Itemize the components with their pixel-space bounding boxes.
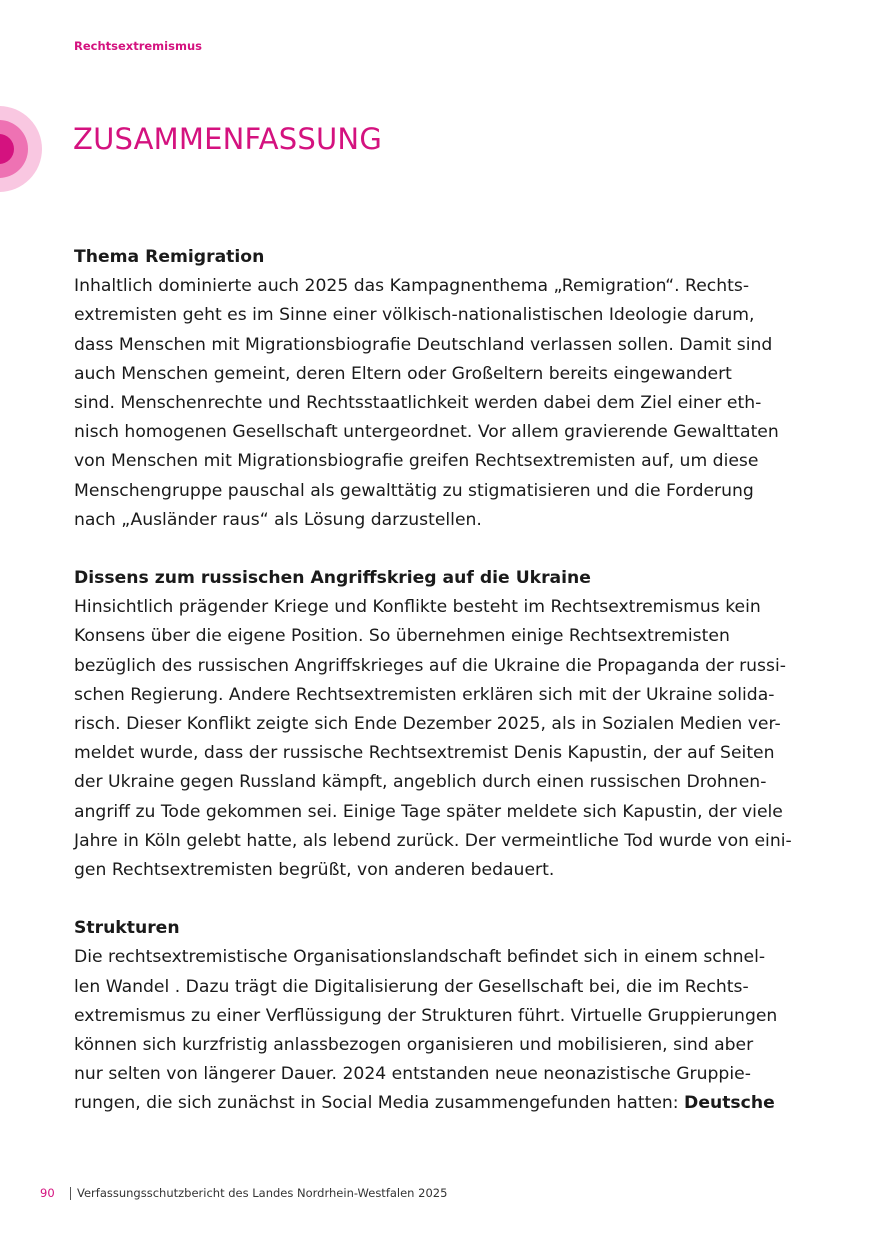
text-line: risch. Dieser Konflikt zeigte sich Ende Dezember 2025, als in Sozialen Medien ver- <box>74 714 781 735</box>
text-line: Die rechtsextremistische Organisationslandschaft befindet sich in einem schnel- <box>74 947 766 968</box>
page-number: 90 <box>40 1186 55 1200</box>
section-remigration <box>74 243 804 535</box>
text-line <box>74 1089 804 1118</box>
section-heading: Dissens zum russischen Angriffskrieg auf die Ukraine <box>74 568 591 589</box>
text-line: Jahre in Köln gelebt hatte, als lebend zurück. Der vermeintliche Tod wurde von eini- <box>74 830 792 851</box>
text-line: schen Regierung. Andere Rechtsextremisten erklären sich mit der Ukraine solida- <box>74 684 775 705</box>
text-line: nur selten von längerer Dauer. 2024 entstanden neue neonazistische Gruppie- <box>74 1064 751 1085</box>
section-heading: Thema Remigration <box>74 247 265 267</box>
text-line: len Wandel . Dazu trägt die Digitalisierung der Gesellschaft bei, die im Rechts- <box>74 976 749 997</box>
text-line: können sich kurzfristig anlassbezogen organisieren und mobilisieren, sind aber <box>74 1035 754 1056</box>
text-line: gen Rechtsextremisten begrüßt, von anderen bedauert. <box>74 860 555 881</box>
page-title: ZUSAMMENFASSUNG <box>73 122 383 156</box>
section-heading: Strukturen <box>74 918 180 939</box>
main-content <box>74 243 804 1148</box>
text-line: extremisten geht es im Sinne einer völkisch-nationalistischen Ideologie darum, <box>74 305 755 326</box>
text-line: nach „Ausländer raus“ als Lösung darzustellen. <box>74 509 482 530</box>
text-line: dass Menschen mit Migrationsbiografie Deutschland verlassen sollen. Damit sind <box>74 334 773 355</box>
text-line: meldet wurde, dass der russische Rechtsextremist Denis Kapustin, der auf Seiten <box>74 743 775 764</box>
text-line: Konsens über die eigene Position. So übernehmen einige Rechtsextremisten <box>74 626 730 647</box>
text-line: sind. Menschenrechte und Rechtsstaatlichkeit werden dabei dem Ziel einer eth- <box>74 393 762 414</box>
concentric-circles-icon <box>0 106 42 192</box>
text-line: von Menschen mit Migrationsbiografie greifen Rechtsextremisten auf, um diese <box>74 451 759 472</box>
text-line: angriff zu Tode gekommen sei. Einige Tage später meldete sich Kapustin, der viele <box>74 801 783 822</box>
text-line: Inhaltlich dominierte auch 2025 das Kampagnenthema „Remigration“. Rechts- <box>74 276 750 297</box>
text-line: Menschengruppe pauschal als gewalttätig zu stigmatisieren und die Forderung <box>74 480 754 501</box>
text-line: der Ukraine gegen Russland kämpft, angeblich durch einen russischen Drohnen- <box>74 772 767 793</box>
footer <box>40 1186 447 1200</box>
publication-title: Verfassungsschutzbericht des Landes Nordrhein-Westfalen 2025 <box>77 1186 448 1200</box>
text-line: extremismus zu einer Verflüssigung der Strukturen führt. Virtuelle Gruppierungen <box>74 1005 778 1026</box>
section-tag: Rechtsextremismus <box>74 39 202 53</box>
text-line: auch Menschen gemeint, deren Eltern oder Großeltern bereits eingewandert <box>74 363 732 384</box>
section-ukraine <box>74 564 804 885</box>
text-line: bezüglich des russischen Angriffskrieges auf die Ukraine die Propaganda der russi- <box>74 655 786 676</box>
bold-term: Deutsche <box>684 1093 775 1114</box>
text-line: Hinsichtlich prägender Kriege und Konflikte besteht im Rechtsextremismus kein <box>74 597 761 618</box>
text-line-part: rungen, die sich zunächst in Social Media zusammengefunden hatten: <box>74 1093 685 1114</box>
section-strukturen <box>74 914 804 1118</box>
text-line: nisch homogenen Gesellschaft untergeordnet. Vor allem gravierende Gewalttaten <box>74 422 779 443</box>
footer-divider <box>70 1187 71 1200</box>
